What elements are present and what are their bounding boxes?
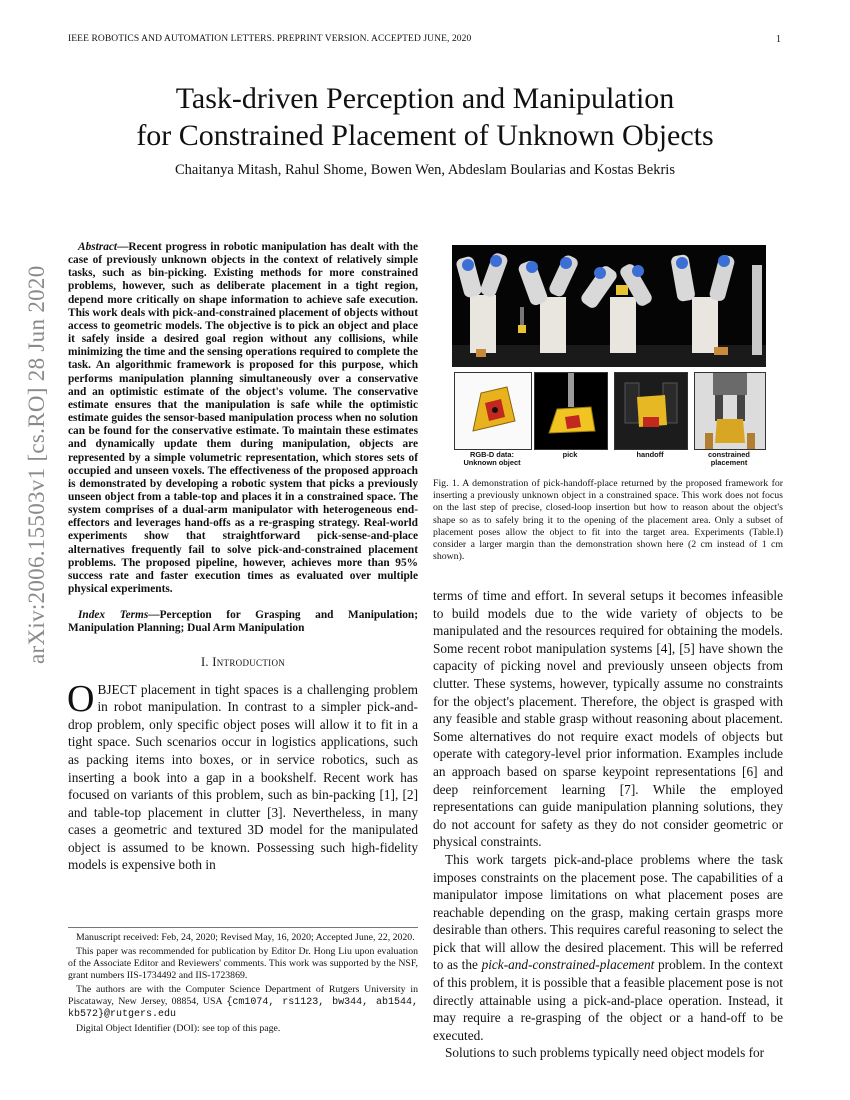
figure-caption: Fig. 1. A demonstration of pick-handoff-place returned by the proposed framework for inserting a previously unknown object in a constrained space. This work does not focus on the last step of precise, closed-loop insertion but how to reason about the object's shape so as to safely bring it to the opening of the placement area. Only a subset of placement poses allow the object to fit into the target area. Experiments (Table.I) consider a larger margin than the demonstration shown here (2 cm instead of 1 cm shown). <box>433 478 783 563</box>
unknown-object-drawing <box>455 373 531 449</box>
intro-paragraph-3: Solutions to such problems typically need object models for <box>445 1045 765 1061</box>
handoff-drawing <box>615 373 687 449</box>
section-heading: I. Introduction <box>200 654 286 669</box>
robot-photo-drawing <box>452 245 766 367</box>
right-column <box>433 587 783 1062</box>
label-pick: pick <box>562 450 578 459</box>
panel-pick <box>534 372 608 450</box>
abstract <box>68 241 418 596</box>
figure-1 <box>452 245 766 471</box>
footnote-editor: This paper was recommended for publication by Editor Dr. Hong Liu upon evaluation of the Associate Editor and Reviewers' comments. This work was supported by the NSF, grant numbers IIS-1734492 and IIS-1723869. <box>68 945 418 981</box>
index-terms-lead: Index Terms <box>78 609 149 622</box>
index-terms-text: —Perception for Grasping and Manipulation; Manipulation Planning; Dual Arm Manipulation <box>68 609 418 635</box>
pick-drawing <box>535 373 607 449</box>
panel-rgbd <box>454 372 532 450</box>
paper-title <box>0 80 850 154</box>
page-number: 1 <box>776 34 781 45</box>
label-handoff: handoff <box>636 450 664 459</box>
intro-paragraph-2: This work targets pick-and-place problems where the task imposes constraints on the placement pose. The capabilities of a manipulator impose limitations on what placement poses are reachable depending on the grasp, making certain grasps more desirable than others. This requires careful reasoning to select the pick that will allow the desired placement. This will be referred to as the pick-and-constrained-placement problem. In the context of this problem, it is possible that a feasible placement pose is not directly attainable using a pick-and-place operation. Instead, it may require a re-grasping of the object or a hand-off to be executed. <box>433 851 783 1043</box>
intro-paragraph-1 <box>67 677 418 875</box>
arxiv-stamp: arXiv:2006.15503v1 [cs.RO] 28 Jun 2020 <box>24 265 49 664</box>
drop-cap: O <box>67 677 95 720</box>
panel-placement <box>694 372 766 450</box>
running-header: IEEE ROBOTICS AND AUTOMATION LETTERS. PREPRINT VERSION. ACCEPTED JUNE, 2020 <box>68 34 472 44</box>
label-placement: constrained placement <box>708 450 750 468</box>
panel-handoff <box>614 372 688 450</box>
placement-drawing <box>695 373 765 449</box>
footnote-doi: Digital Object Identifier (DOI): see top of this page. <box>76 1023 281 1035</box>
section-title: Introduction <box>212 654 286 669</box>
title-line-2: for Constrained Placement of Unknown Objects <box>136 119 714 152</box>
label-rgbd: RGB-D data: Unknown object <box>463 450 521 468</box>
intro-text: BJECT placement in tight spaces is a challenging problem in robot manipulation. In contrast to a simpler pick-and-drop problem, only specific object poses will allow it to fit in a tight space. Such scenarios occur in logistics applications, such as packing items into boxes, or in service robotics, such as inserting a book into a gap in a bookshelf. Recent work has focused on variants of this problem, such as bin-packing [1], [2] and table-top placement in clutter [3]. Nevertheless, in many cases a geometric and textured 3D model for the manipulated object is assumed to be known. Possessing such high-fidelity models is expensive both in <box>68 681 418 873</box>
author-list: Chaitanya Mitash, Rahul Shome, Bowen Wen, Abdeslam Boularias and Kostas Bekris <box>175 162 675 178</box>
robot-sequence-photo <box>452 245 766 367</box>
abstract-text: —Recent progress in robotic manipulation has dealt with the case of previously unknown objects in the context of relatively simple tasks, such as bin-picking. Existing methods for more constrained problems, however, such as deliberate placement in a tight region, depend more critically on shape information to achieve safe execution. This work deals with pick-and-constrained placement of objects without access to geometric models. The objective is to pick an object and place it safely inside a desired goal region without any collisions, while minimizing the time and the sensing operations required to complete the task. An algorithmic framework is proposed for this purpose, which performs manipulation planning simultaneously over a conservative and an optimistic estimate of the object's volume. The conservative estimate ensures that the manipulation is safe while the optimistic estimate guides the sensor-based manipulation process when no solution can be found for the conservative estimate. To maintain these estimates and dynamically update them during manipulation, objects are represented by a simple volumetric representation, which stores sets of occupied and unseen voxels. The effectiveness of the proposed approach is demonstrated by developing a robotic system that picks a previously unseen object from a table-top and places it in a constrained space. The system comprises of a dual-arm manipulator with heterogeneous end-effectors and leverages hand-offs as a re-grasping strategy. Real-world experiments show that straightforward pick-sense-and-place alternatives frequently fail to solve pick-and-constrained placement problems. The proposed pipeline, however, achieves more than 95% success rate and faster execution times as evaluated over multiple physical experiments. <box>68 241 418 596</box>
author-emails[interactable]: {cm1074, rs1123, bw344, ab1544, kb572}@rutgers.edu <box>68 996 418 1021</box>
abstract-lead: Abstract <box>78 241 118 253</box>
footnotes <box>68 927 418 1037</box>
problem-term: pick-and-constrained-placement <box>481 957 655 973</box>
left-column <box>68 241 418 874</box>
title-line-1: Task-driven Perception and Manipulation <box>175 82 675 115</box>
index-terms <box>68 609 418 635</box>
footnote-manuscript: Manuscript received: Feb, 24, 2020; Revised May, 16, 2020; Accepted June, 22, 2020. <box>76 932 415 943</box>
intro-paragraph-continued: terms of time and effort. In several setups it becomes infeasible to build models due to the wide variety of objects to be manipulated and the resources required for obtaining the models. Some recent robot manipulation systems [4], [5] have shown the capacity of picking novel and previously unseen objects from clutter. These systems, however, typically assume no constraints for the object's placement. Therefore, the object is grasped with any feasible and stable grasp without reasoning about placement. Some alternatives do not require exact models of objects but operate with category-level prior information. Examples include an approach based on sparse keypoint representations [6] and deep reinforcement learning [7]. While the employed representations can guide manipulation planning solutions, they do not account for safety as they do not consider geometric or physical constraints. <box>433 588 783 850</box>
footnote-affiliation: The authors are with the Computer Science Department of Rutgers University in Piscataway, New Jersey, 08854, USA {cm1074, rs1123, bw344, ab1544, kb572}@rutgers.edu <box>68 983 418 1021</box>
